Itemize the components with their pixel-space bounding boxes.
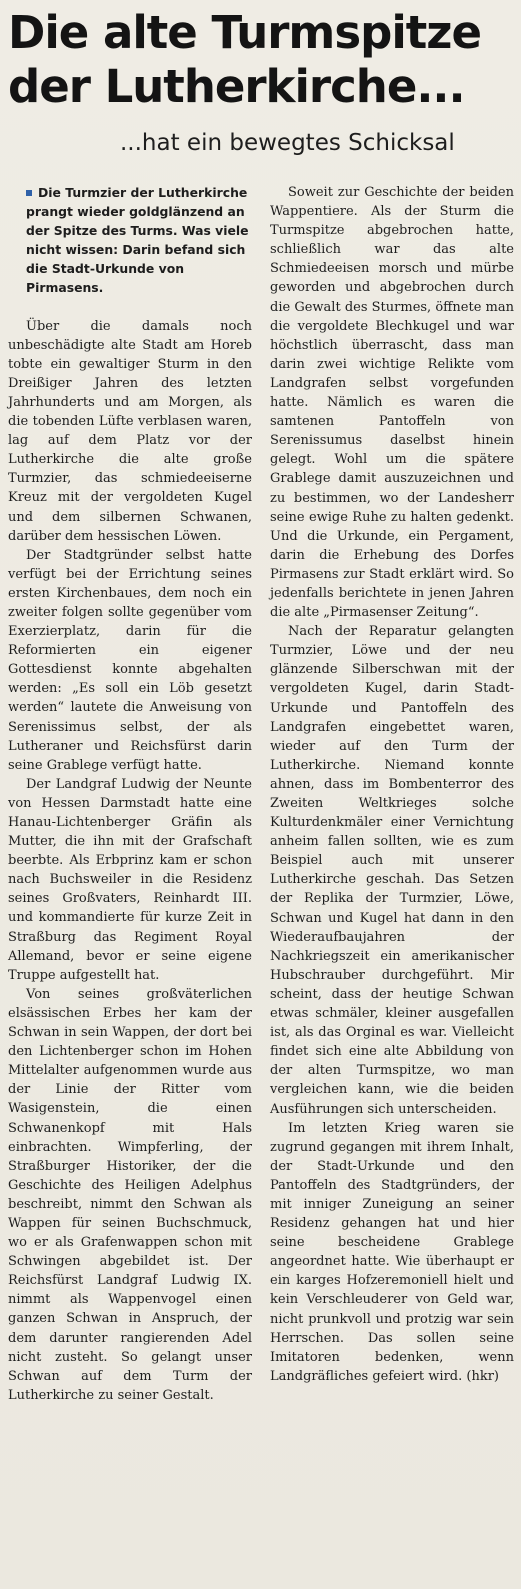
paragraph: Von seines großväterlichen elsässischen Erbes her kam der Schwan in sein Wappen, der dort bei den Lichtenberger schon im Hohen Mittelalter aufgenommen wurde aus der Linie der Ritter vom Wasigenstein, die einen Schwanenkopf mit Hals einbrachten. Wimpferling, der Straßburger Historiker, der die Geschichte des Heiligen Adelphus beschreibt, nimmt den Schwan als Wappen für seinen Buchschmuck, wo er als Grafenwappen schon mit Schwingen abgebildet ist. Der Reichsfürst Landgraf Ludwig IX. nimmt als Wappenvogel einen ganzen Schwan in Anspruch, der dem darunter rangierenden Adel nicht zusteht. So gelangt unser Schwan auf dem Turm der Lutherkirche zu seiner Gestalt. — [8, 986, 252, 1403]
subtitle: ...hat ein bewegtes Schicksal — [120, 130, 455, 156]
column-right — [261, 183, 514, 1405]
teaser-text: Die Turmzier der Lutherkirche prangt wieder goldglänzend an der Spitze des Turms. Was viele nicht wissen: Darin befand sich die Stadt-Urkunde von Pirmasens. — [26, 185, 249, 296]
paragraph: Im letzten Krieg waren sie zugrund gegangen mit ihrem Inhalt, der Stadt-Urkunde und den Pantoffeln des Stadtgründers, der mit inniger Zuneigung an seiner Residenz gehangen hat und hier seine bescheidene Grablege angeordnet hatte. Wie überhaupt er ein karges Hofzeremoniell hielt und kein Verschleuderer von Geld war, nicht prunkvoll und protzig war sein Herrschen. Das sollen seine Imitatoren bedenken, wenn Landgräfliches gefeiert wird. (hkr) — [270, 1120, 514, 1384]
paragraph: Nach der Reparatur gelangten Turmzier, Löwe und der neu glänzende Silberschwan mit der vergoldeten Kugel, darin Stadt-Urkunde und Pantoffeln des Landgrafen eingebettet waren, wieder auf den Turm der Lutherkirche. Niemand konnte ahnen, dass im Bombenterror des Zweiten Weltkrieges solche Kulturdenkmäler einer Vernichtung anheim fallen sollten, wie es zum Beispiel auch mit unserer Lutherkirche geschah. Das Setzen der Replika der Turmzier, Löwe, Schwan und Kugel hat dann in den Wiederaufbaujahren der Nachkriegszeit ein amerikanischer Hubschrauber durchgeführt. Mir scheint, dass der heutige Schwan etwas schmäler, kleiner ausgefallen ist, als das Orginal es war. Vielleicht findet sich eine alte Abbildung von der alten Turmspitze, wo man vergleichen kann, wie die beiden Ausführungen sich unterscheiden. — [270, 624, 514, 1117]
paragraph: Über die damals noch unbeschädigte alte Stadt am Horeb tobte ein gewaltiger Sturm in den Dreißiger Jahren des letzten Jahrhunderts und am Morgen, als die tobenden Lüfte verblasen waren, lag auf dem Platz vor der Lutherkirche die alte große Turmzier, das schmiedeeiserne Kreuz mit der vergoldeten Kugel und dem silbernen Schwanen, darüber dem hessischen Löwen. — [8, 318, 252, 544]
paragraph: Soweit zur Geschichte der beiden Wappentiere. Als der Sturm die Turmspitze abgebrochen hatte, schließlich war das alte Schmiedeeisen morsch und mürbe geworden und abgebrochen durch die Gewalt des Sturmes, öffnete man die vergoldete Blechkugel und war höchstlich überrascht, dass man darin zwei wichtige Relikte vom Landgrafen selbst vorgefunden hatte. Nämlich es waren die samtenen Pantoffeln von Serenissumus daselbst hinein gelegt. Wohl um die spätere Grablege damit auszuzeichnen und zu bestimmen, wo der Landesherr seine ewige Ruhe zu halten gedenkt. Und die Urkunde, ein Pergament, darin die Erhebung des Dorfes Pirmasens zur Stadt erklärt wird. So jedenfalls berichtete in jenen Jahren die alte „Pirmasenser Zeitung“. — [270, 185, 514, 621]
headline — [8, 6, 514, 114]
headline-line-1: Die alte Turmspitze — [8, 6, 481, 59]
column-left — [8, 183, 261, 1405]
paragraph: Der Stadtgründer selbst hatte verfügt bei der Errichtung seines ersten Kirchenbaues, dem noch ein zweiter folgen sollte gegenüber vom Exerzierplatz, darin für die Reformierten ein eigener Gottesdienst konnte abgehalten werden: „Es soll ein Löb gesetzt werden“ lautete die Anweisung von Serenissimus selbst, der als Lutheraner und Reichsfürst darin seine Grablege verfügt hatte. — [8, 547, 252, 773]
article-body — [8, 183, 514, 1405]
square-bullet-icon — [26, 190, 32, 196]
headline-line-2: der Lutherkirche... — [8, 60, 465, 113]
teaser — [8, 183, 252, 298]
paragraph: Der Landgraf Ludwig der Neunte von Hessen Darmstadt hatte eine Hanau-Lichtenberger Gräfin als Mutter, die ihn mit der Grafschaft beerbte. Als Erbprinz kam er schon nach Buchsweiler in die Residenz seines Großvaters, Reinhardt III. und kommandierte für kurze Zeit in Straßburg das Regiment Royal Allemand, bevor er seine eigene Truppe aufgestellt hat. — [8, 776, 252, 983]
